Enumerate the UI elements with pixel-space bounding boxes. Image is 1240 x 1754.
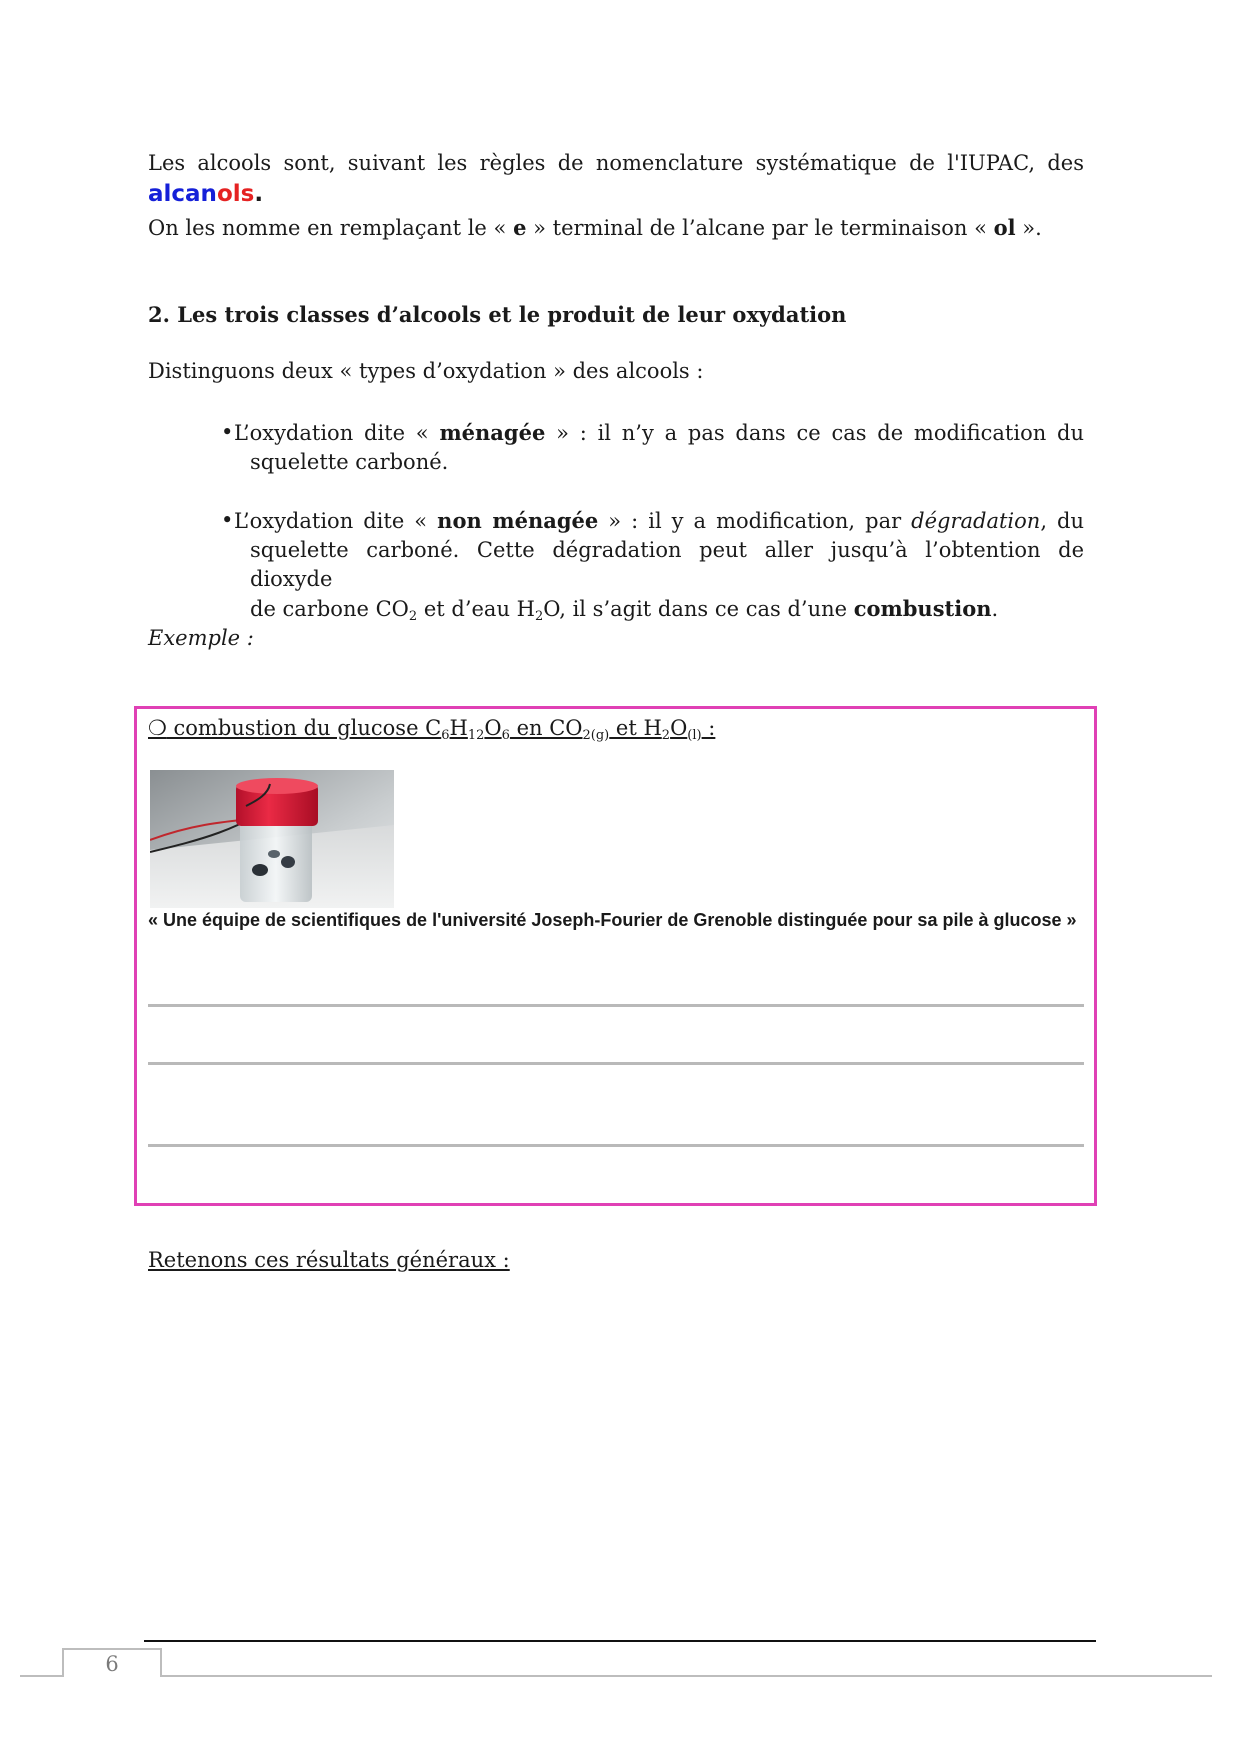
bullet-1-b: » : il n’y a pas dans ce cas de modification du	[545, 421, 1084, 445]
bullet-1-line-1	[234, 418, 1084, 448]
example-s2: 12	[467, 728, 485, 743]
bullet-2-line-1	[234, 506, 1084, 536]
intro-line-3	[148, 213, 1084, 243]
intro-line-3-a: On les nomme en remplaçant le «	[148, 216, 514, 240]
section-heading: 2. Les trois classes d’alcools et le produit de leur oxydation	[148, 302, 847, 327]
bullet-1-bold: ménagée	[439, 420, 546, 445]
h2o-subscript: 2	[534, 609, 544, 624]
answer-line-2[interactable]	[148, 1062, 1084, 1065]
ols-suffix: ols	[216, 181, 255, 207]
intro-line-1	[148, 149, 1084, 178]
example-t3: O	[484, 716, 502, 740]
bullet-2-b: » : il y a modification, par	[598, 509, 912, 533]
intro-line-3-b: » terminal de l’alcane par le terminaison «	[526, 216, 994, 240]
bullet-1-a: L’oxydation dite «	[234, 421, 440, 445]
bullet-2-line-3-b: et d’eau H	[417, 597, 535, 621]
bullet-2-bold: non ménagée	[437, 508, 599, 533]
intro-line-3-ol: ol	[993, 215, 1016, 240]
bullet-2-line-3	[250, 594, 1084, 624]
example-t6: O	[670, 716, 688, 740]
intro-line-2	[148, 180, 1084, 209]
bullet-2-italic: dégradation	[911, 509, 1041, 533]
example-title-text	[148, 716, 716, 743]
bullet-2-c: , du	[1040, 509, 1084, 533]
bullet-dot-1: •	[221, 420, 234, 444]
circle-icon: ❍	[148, 716, 167, 740]
footer-baseline-left	[20, 1675, 64, 1677]
example-s3: 6	[501, 728, 510, 743]
bullet-1-line-2: squelette carboné.	[250, 450, 449, 474]
example-t1: combustion du glucose C	[166, 716, 442, 740]
bullet-2-line-2: squelette carboné. Cette dégradation peut aller jusqu’à l’obtention de dioxyde	[250, 538, 1084, 591]
intro-line-3-c: ».	[1015, 216, 1042, 240]
bullet-2-line-3-a: de carbone CO	[250, 597, 409, 621]
example-t5: et H	[609, 716, 662, 740]
bullet-2-combustion: combustion	[853, 596, 992, 621]
section-intro: Distinguons deux « types d’oxydation » des alcools :	[148, 359, 704, 383]
alcan-word: alcan	[148, 181, 217, 207]
bullet-2-a: L’oxydation dite «	[234, 509, 438, 533]
answer-line-3[interactable]	[148, 1144, 1084, 1147]
intro-line-3-e: e	[513, 215, 527, 240]
example-s4: 2(g)	[582, 728, 610, 743]
page-number: 6	[62, 1648, 162, 1676]
example-s1: 6	[441, 728, 450, 743]
retenons-heading: Retenons ces résultats généraux :	[148, 1248, 510, 1272]
answer-line-1[interactable]	[148, 1004, 1084, 1007]
intro-line-1-text: Les alcools sont, suivant les règles de nomenclature systématique de l'IUPAC, des	[148, 151, 1084, 175]
example-label: Exemple :	[148, 626, 254, 650]
bullet-menagee	[221, 418, 1084, 477]
example-t7: :	[701, 716, 716, 740]
glucose-cell-image	[150, 770, 394, 908]
example-t2: H	[449, 716, 468, 740]
example-t4: en CO	[509, 716, 583, 740]
photo-caption: « Une équipe de scientifiques de l'université Joseph-Fourier de Grenoble distinguée pour sa pile à glucose »	[148, 910, 1077, 930]
footer-rule	[144, 1640, 1096, 1642]
bullet-dot-2: •	[221, 508, 234, 532]
example-s6: (l)	[687, 728, 702, 743]
intro-period: .	[254, 181, 264, 207]
example-title	[148, 714, 1084, 743]
footer-baseline-right	[160, 1675, 1212, 1677]
example-s5: 2	[661, 728, 671, 743]
glucose-cell-photo	[150, 770, 394, 908]
co2-subscript: 2	[408, 609, 418, 624]
bullet-non-menagee	[221, 506, 1084, 624]
bullet-2-line-3-c: O, il s’agit dans ce cas d’une	[543, 597, 854, 621]
bullet-2-line-3-d: .	[991, 597, 999, 621]
